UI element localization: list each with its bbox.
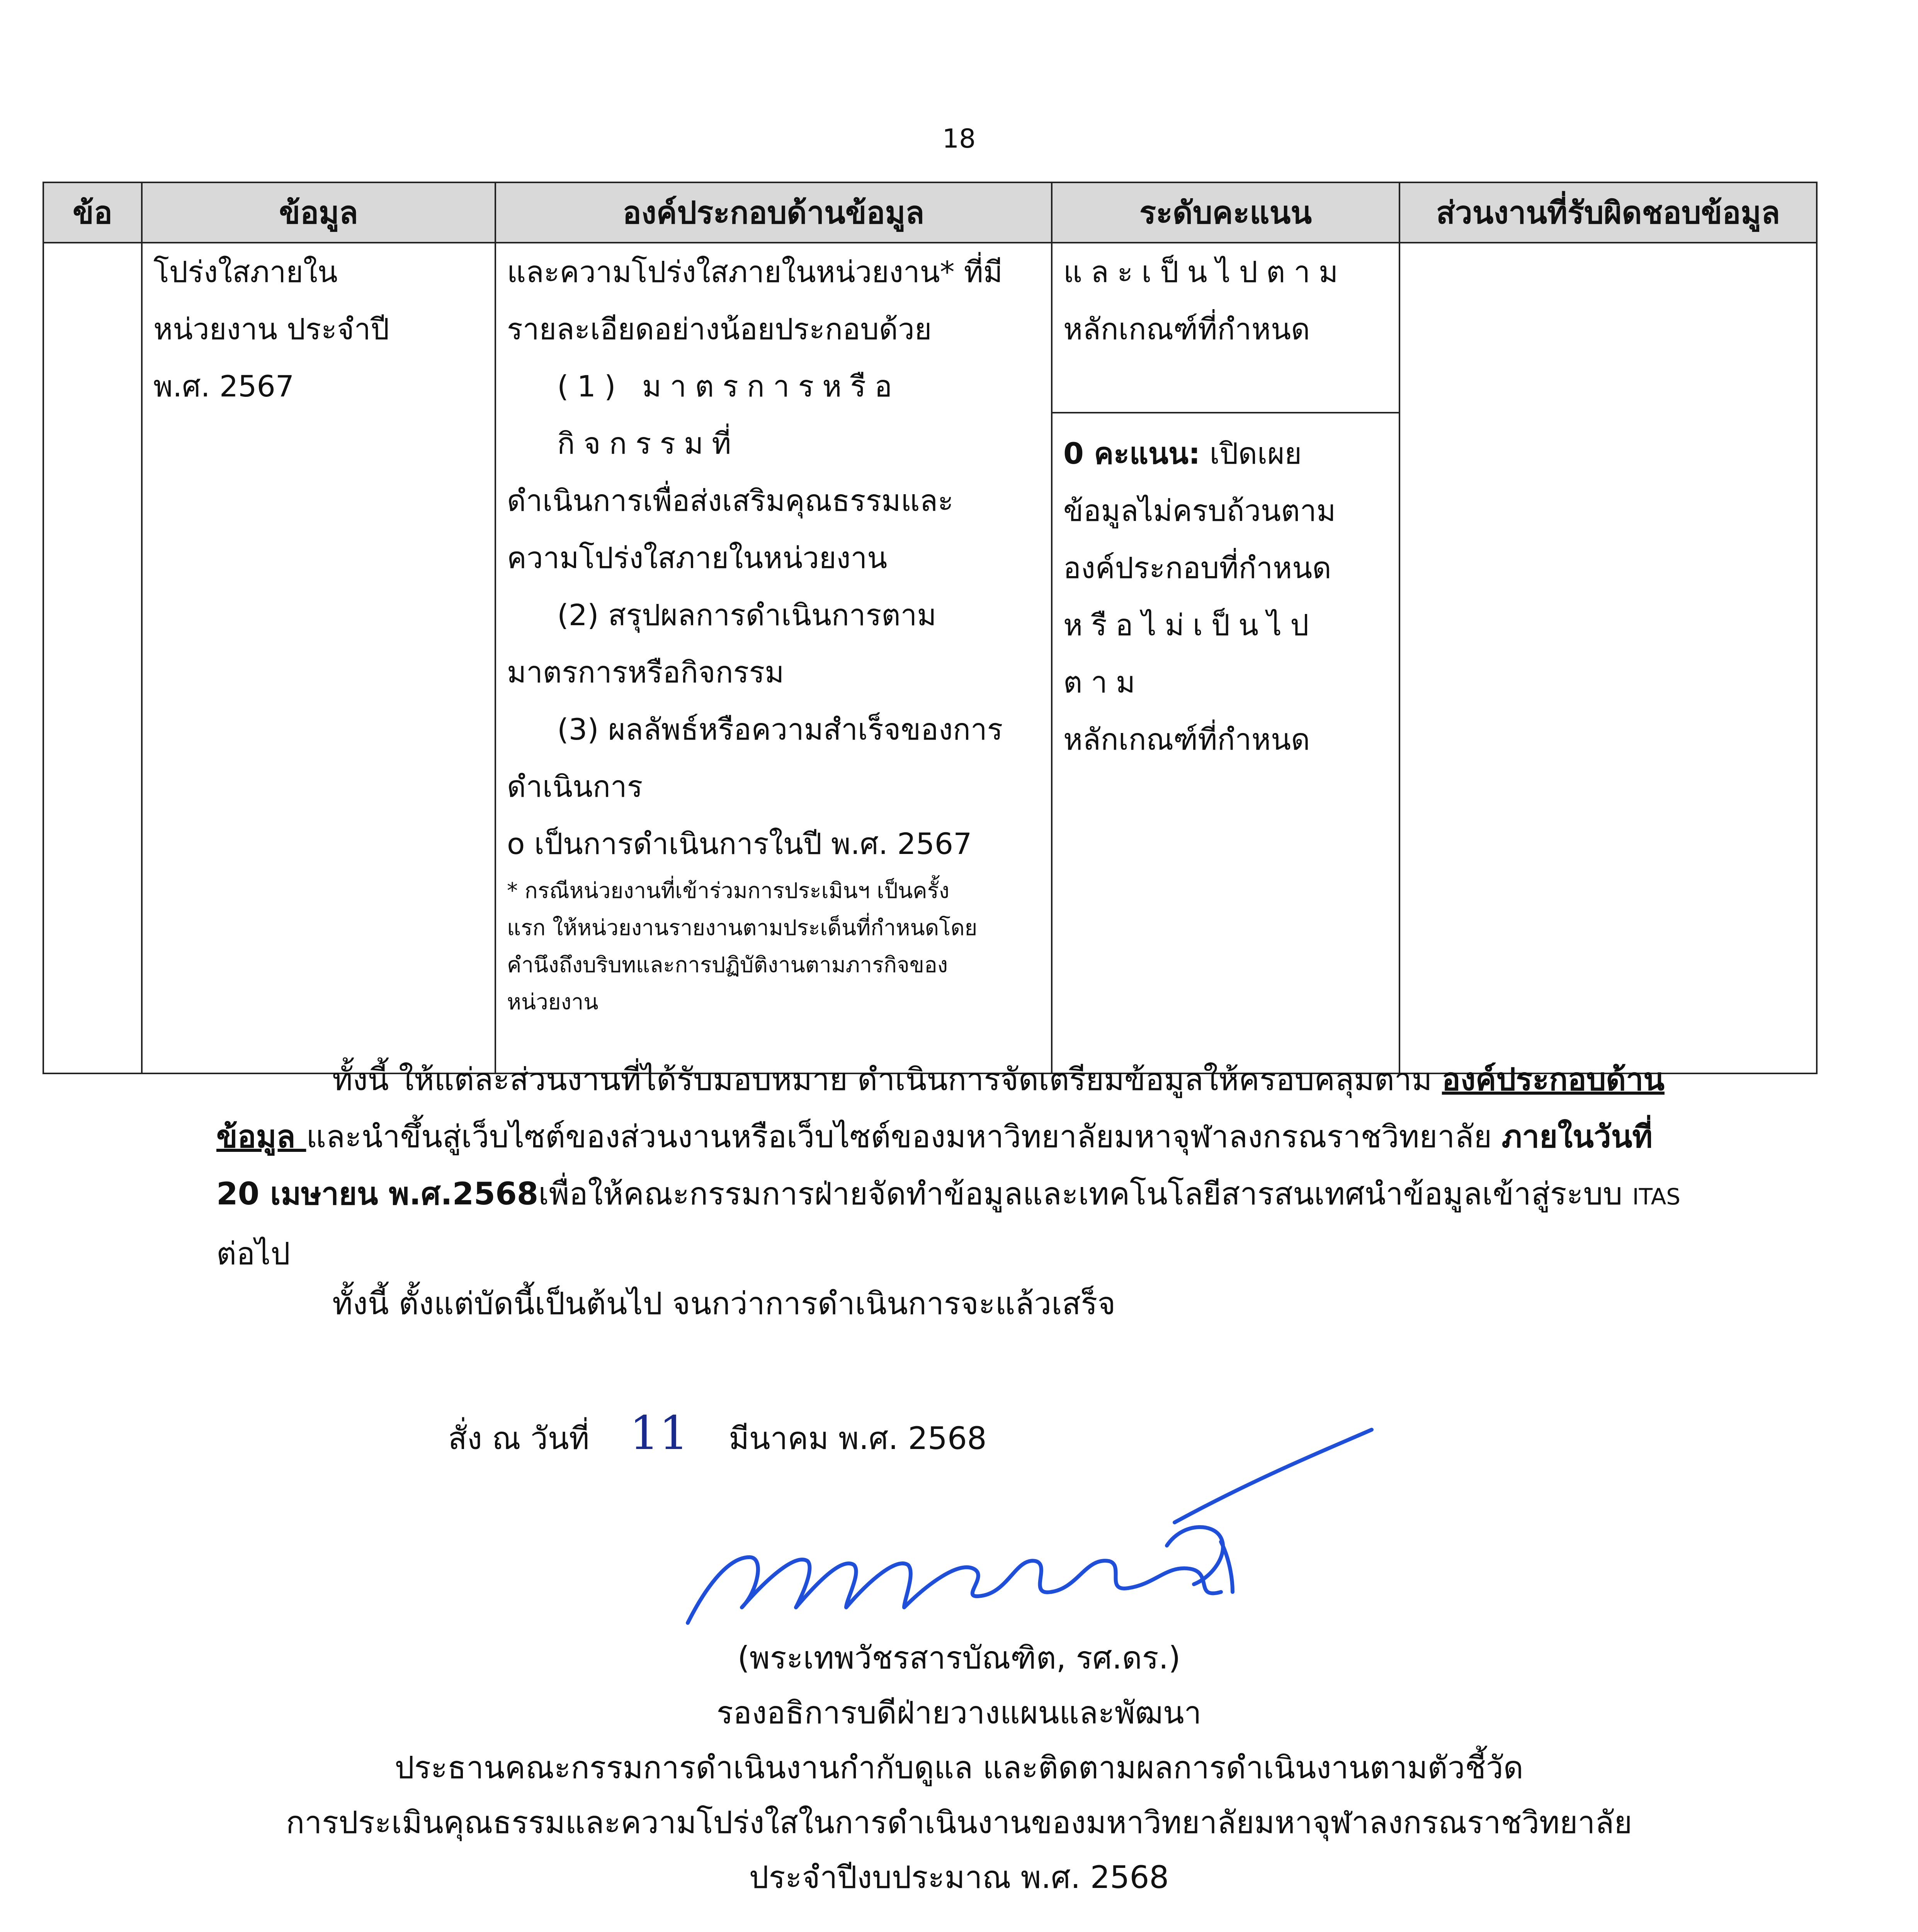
elements-line: ดำเนินการเพื่อส่งเสริมคุณธรรมและ: [507, 483, 954, 518]
signatory-name: (พระเทพวัชรสารบัณฑิต, รศ.ดร.): [737, 1640, 1181, 1676]
signatory-position: รองอธิการบดีฝ่ายวางแผนและพัฒนา: [716, 1695, 1202, 1731]
data-line: หน่วยงาน ประจำปี: [153, 312, 389, 346]
score-zero-label: 0 คะแนน:: [1063, 436, 1200, 471]
score-line: หลักเกณฑ์ที่กำหนด: [1063, 722, 1310, 757]
score-zero-text: เปิดเผย: [1200, 436, 1302, 471]
para-text: และนำขึ้นสู่เว็บไซต์ของส่วนงานหรือเว็บไซต์ของมหาวิทยาลัยมหาจุฬาลงกรณราชวิทยาลัย: [306, 1119, 1502, 1155]
elements-line: ดำเนินการ: [507, 769, 643, 804]
signatory-position: ประจำปีงบประมาณ พ.ศ. 2568: [749, 1859, 1169, 1895]
header-no: ข้อ: [43, 182, 142, 243]
data-elements-table: [43, 182, 1818, 1074]
para-text: ทั้งนี้ ให้แต่ละส่วนงานที่ได้รับมอบหมาย ดำเนินการจัดเตรียมข้อมูลให้ครอบคลุมตาม: [332, 1061, 1442, 1097]
para-underline: องค์ประกอบด้านข้อมูล: [216, 1061, 1665, 1155]
elements-item-1: (1) มาตรการหรือกิจกรรมที่: [557, 369, 901, 461]
order-date-prefix: สั่ง ณ วันที่: [448, 1420, 590, 1456]
score-line: ข้อมูลไม่ครบถ้วนตาม: [1063, 493, 1336, 528]
elements-item-3: (3) ผลลัพธ์หรือความสำเร็จของการ: [557, 712, 1003, 747]
note-line: หน่วยงาน: [507, 990, 599, 1015]
para-itas: ITAS: [1632, 1184, 1681, 1210]
header-elements: องค์ประกอบด้านข้อมูล: [495, 182, 1052, 243]
score-line: [1063, 425, 1388, 482]
score-line: หรือไม่เป็นไปตาม: [1063, 608, 1318, 699]
order-date-suffix: มีนาคม พ.ศ. 2568: [729, 1420, 987, 1456]
elements-line: ความโปร่งใสภายในหน่วยงาน: [507, 541, 888, 575]
score-line: หลักเกณฑ์ที่กำหนด: [1063, 312, 1310, 346]
effective-paragraph: ทั้งนี้ ตั้งแต่บัดนี้เป็นต้นไป จนกว่าการดำเนินการจะแล้วเสร็จ: [332, 1286, 1116, 1321]
signatory-position: ประธานคณะกรรมการดำเนินงานกำกับดูแล และติดตามผลการดำเนินงานตามตัวชี้วัด: [394, 1750, 1524, 1786]
elements-line: มาตรการหรือกิจกรรม: [507, 655, 784, 689]
note-line: แรก ให้หน่วยงานรายงานตามประเด็นที่กำหนดโดย: [507, 915, 978, 940]
table-header-row: [43, 182, 1817, 243]
header-responsible: ส่วนงานที่รับผิดชอบข้อมูล: [1399, 182, 1817, 243]
data-line: โปร่งใสภายใน: [153, 255, 338, 289]
elements-bullet: o เป็นการดำเนินการในปี พ.ศ. 2567: [507, 827, 972, 861]
elements-line: รายละเอียดอย่างน้อยประกอบด้วย: [507, 312, 932, 346]
cell-data: [142, 243, 495, 1073]
para-deadline: ภายในวันที่ 20 เมษายน พ.ศ.2568: [216, 1119, 1653, 1212]
signatory-position: การประเมินคุณธรรมและความโปร่งใสในการดำเนินงานของมหาวิทยาลัยมหาจุฬาลงกรณราชวิทยาลัย: [286, 1804, 1632, 1840]
order-date-day: 11: [629, 1406, 689, 1460]
data-line: พ.ศ. 2567: [153, 369, 294, 403]
signatory-block: [0, 1631, 1918, 1905]
para-text: เพื่อให้คณะกรรมการฝ่ายจัดทำข้อมูลและเทคโนโลยีสารสนเทศนำข้อมูลเข้าสู่ระบบ: [538, 1176, 1632, 1212]
para-text: ต่อไป: [216, 1236, 291, 1272]
elements-notes: [507, 872, 1040, 1025]
score-full-criteria: [1053, 243, 1399, 413]
note-line: * กรณีหน่วยงานที่เข้าร่วมการประเมินฯ เป็นครั้ง: [507, 878, 950, 903]
elements-item-2: (2) สรุปผลการดำเนินการตาม: [557, 598, 937, 632]
note-line: คำนึงถึงบริบทและการปฏิบัติงานตามภารกิจของ: [507, 952, 948, 978]
instruction-paragraph: [216, 1051, 1692, 1282]
header-data: ข้อมูล: [142, 182, 495, 243]
cell-no: [43, 243, 142, 1073]
cell-score: [1052, 243, 1399, 1073]
cell-responsible: [1399, 243, 1817, 1073]
table-row: [43, 243, 1817, 1073]
page-number: 18: [942, 124, 976, 154]
elements-line: และความโปร่งใสภายในหน่วยงาน* ที่มี: [507, 255, 1003, 289]
signature-image: [680, 1376, 1376, 1654]
cell-elements: [495, 243, 1052, 1073]
score-zero-criteria: [1053, 413, 1399, 768]
header-score: ระดับคะแนน: [1052, 182, 1399, 243]
score-line: องค์ประกอบที่กำหนด: [1063, 551, 1331, 585]
score-line: และเป็นไปตาม: [1063, 255, 1347, 289]
